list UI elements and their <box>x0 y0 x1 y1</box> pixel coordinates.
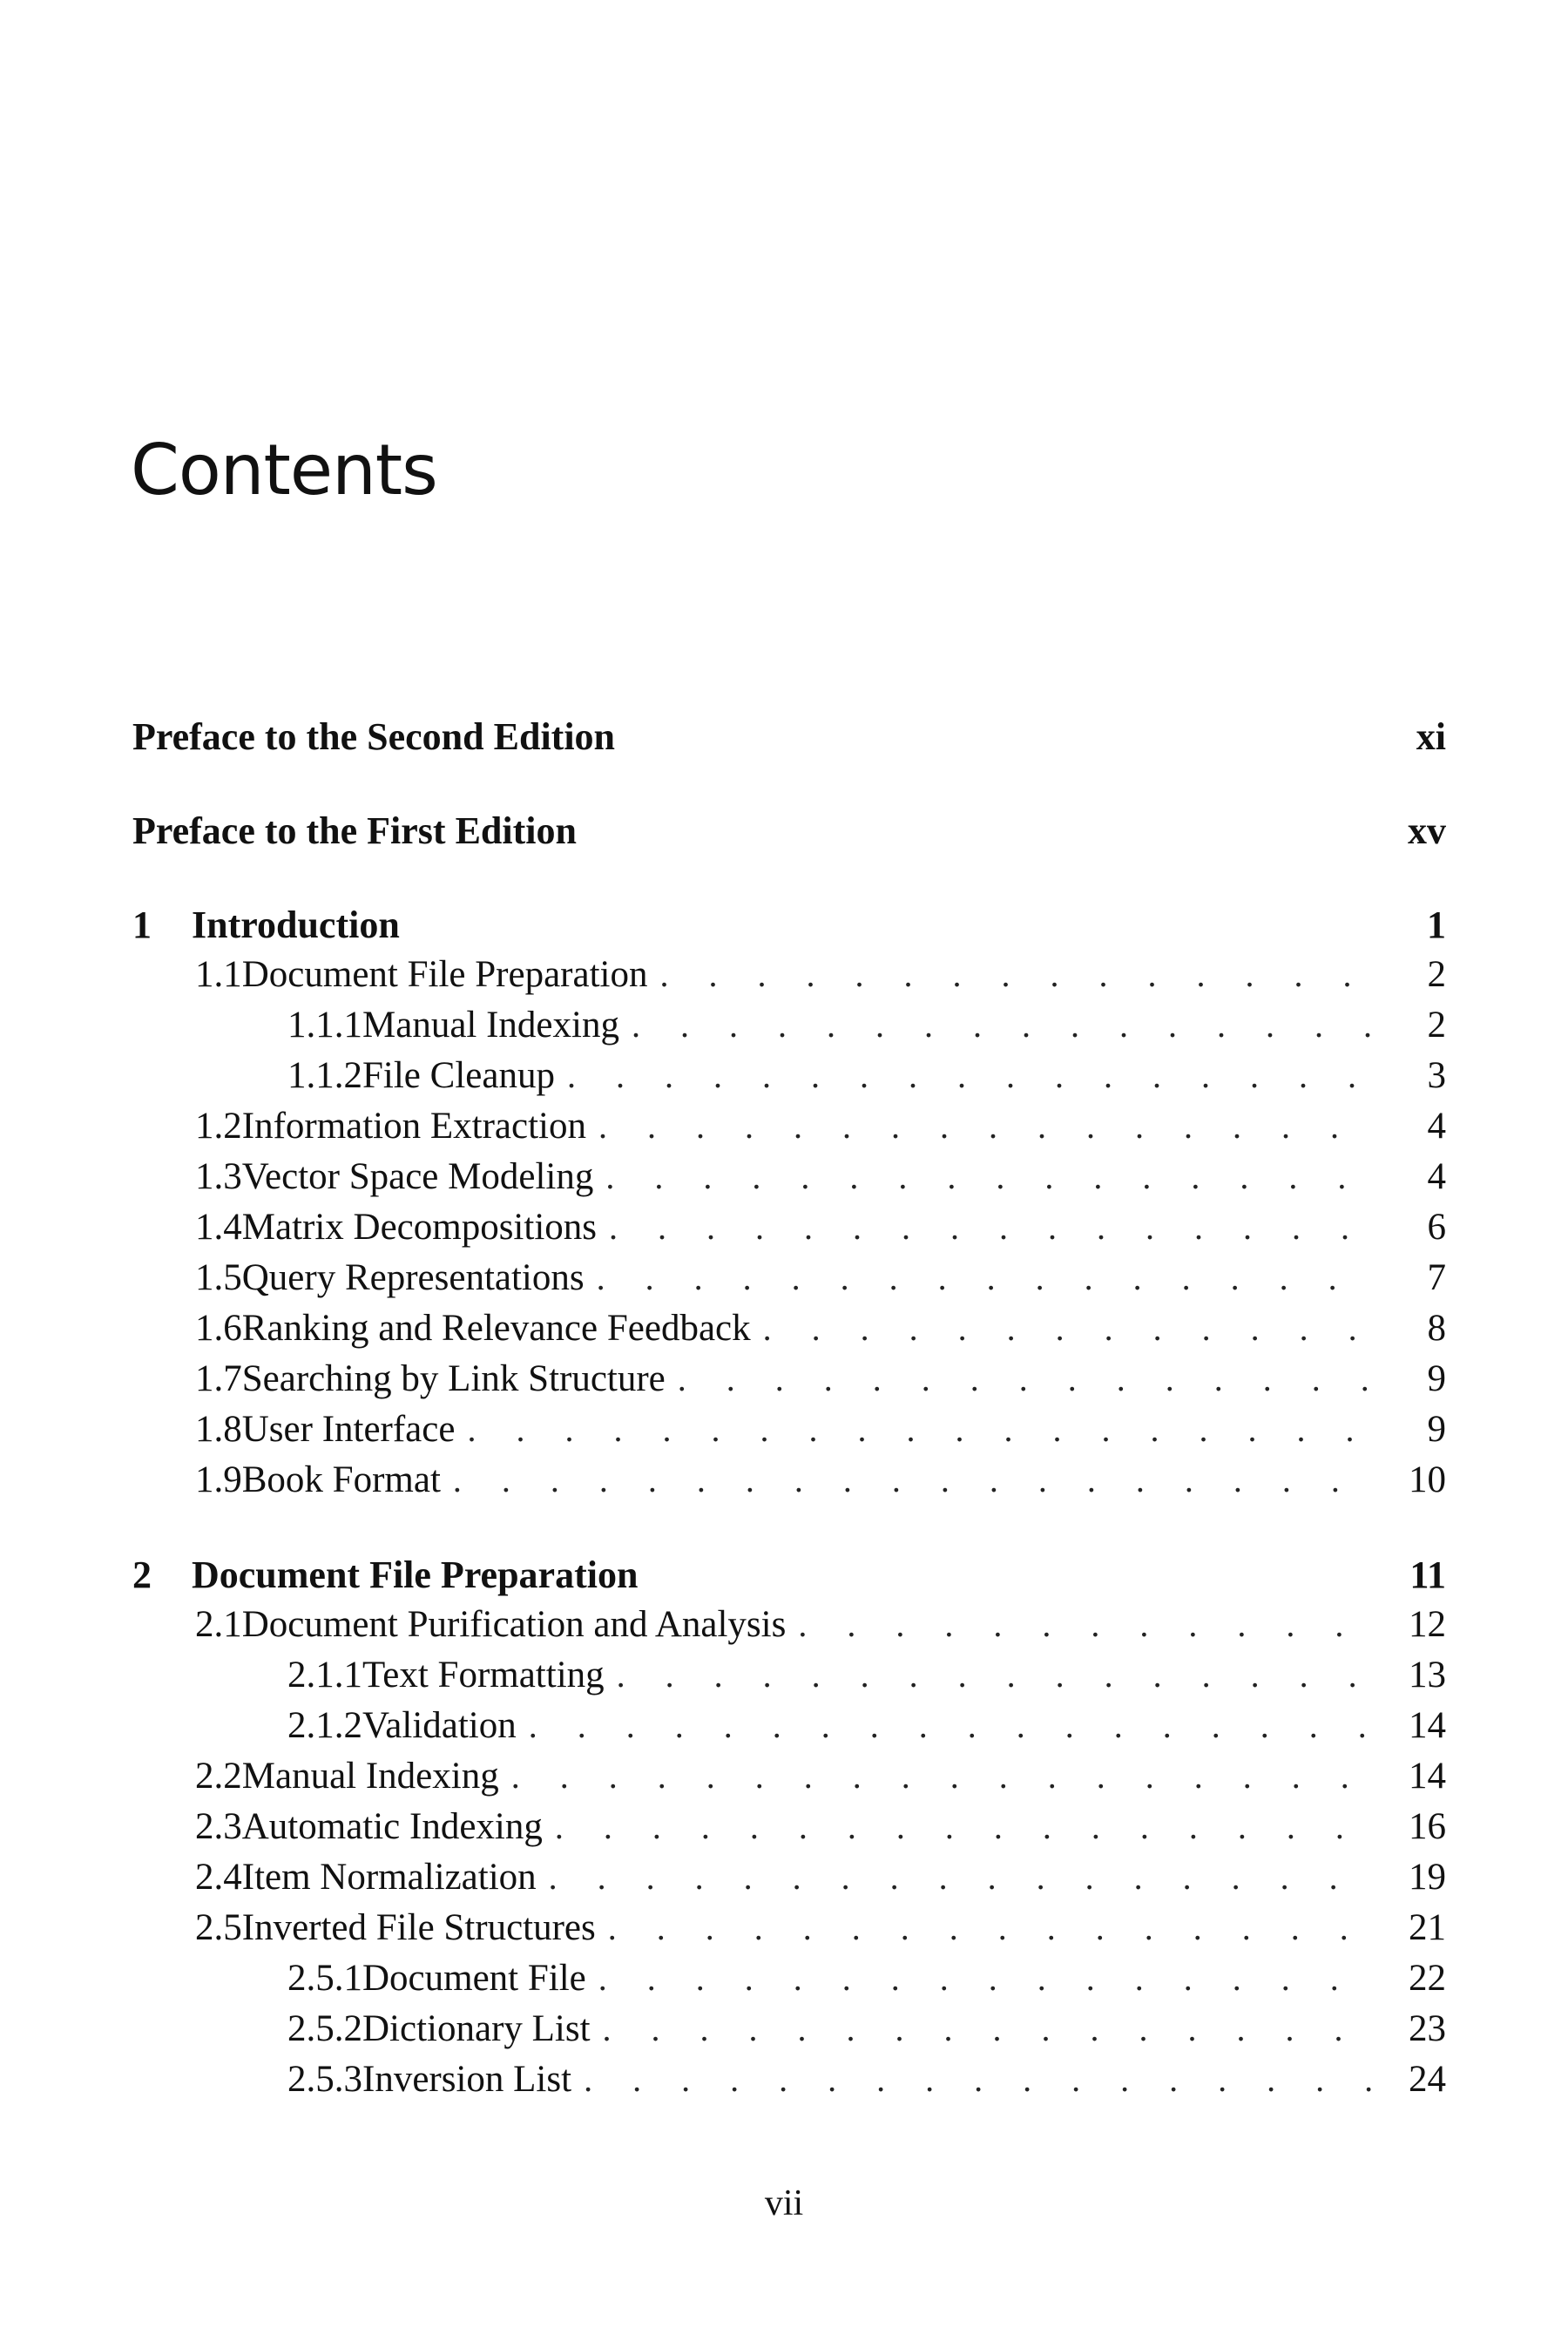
dot-leader <box>511 1756 1375 1797</box>
toc-entry-title: User Interface <box>242 1408 468 1451</box>
toc-entry[interactable] <box>132 1105 1446 1155</box>
section-number: 1.2 <box>195 1106 242 1147</box>
section-number: 2.2 <box>195 1756 242 1797</box>
toc-entry-title: Searching by Link Structure <box>242 1357 678 1400</box>
dot-leader <box>632 1005 1375 1046</box>
toc-entry[interactable] <box>132 1856 1446 1906</box>
toc-entry[interactable] <box>132 1755 1446 1805</box>
toc-entry-page: 22 <box>1409 1958 1446 1999</box>
dot-leader <box>555 1806 1375 1847</box>
toc-entry-title: Information Extraction <box>242 1105 598 1147</box>
dot-leader <box>603 2008 1375 2049</box>
toc-entry-page: 1 <box>1427 904 1446 946</box>
section-number: 1.4 <box>195 1207 242 1248</box>
toc-entry-title: Inverted File Structures <box>242 1906 608 1949</box>
toc-entry[interactable] <box>132 1004 1446 1054</box>
toc-entry-page: 12 <box>1409 1604 1446 1645</box>
toc-entry-page: 13 <box>1409 1655 1446 1696</box>
toc-entry-page: 9 <box>1427 1409 1446 1450</box>
toc-entry-title: Matrix Decompositions <box>242 1206 609 1249</box>
subsection-number: 2.1.2 <box>287 1705 362 1746</box>
dot-leader <box>549 1857 1375 1898</box>
toc-entry[interactable] <box>132 1704 1446 1755</box>
chapter-number: 2 <box>132 1553 152 1596</box>
chapter-number: 1 <box>132 904 152 946</box>
toc-entry[interactable] <box>132 1957 1446 2007</box>
dot-leader <box>584 2059 1375 2100</box>
toc-entry-title: Automatic Indexing <box>242 1805 555 1848</box>
toc-entry-title: Inversion List <box>362 2058 584 2101</box>
toc-entry[interactable] <box>132 714 1446 765</box>
toc-entry[interactable] <box>132 1459 1446 1509</box>
dot-leader <box>529 1705 1375 1746</box>
subsection-number: 2.1.1 <box>287 1655 362 1696</box>
toc-entry-title: Document File Preparation <box>192 1553 650 1597</box>
toc-entry[interactable] <box>132 953 1446 1004</box>
toc-entry[interactable] <box>132 1357 1446 1408</box>
toc-entry-page: 24 <box>1409 2059 1446 2100</box>
toc-entry-page: 14 <box>1409 1756 1446 1797</box>
dot-leader <box>467 1409 1375 1450</box>
toc-entry-title: Preface to the Second Edition <box>132 714 627 759</box>
toc-entry[interactable] <box>132 1256 1446 1307</box>
dot-leader <box>763 1308 1375 1349</box>
page-number: vii <box>764 2183 804 2224</box>
toc-entry-page: 23 <box>1409 2008 1446 2049</box>
toc-entry[interactable] <box>132 1805 1446 1856</box>
toc-entry[interactable] <box>132 1408 1446 1459</box>
toc-entry-title: Validation <box>362 1704 529 1747</box>
section-number: 2.5 <box>195 1907 242 1948</box>
toc-entry-title: Document File <box>362 1957 598 2000</box>
dot-leader <box>605 1156 1375 1197</box>
page-title: Contents <box>131 430 437 511</box>
toc-entry-page: 10 <box>1409 1459 1446 1500</box>
subsection-number: 2.5.1 <box>287 1958 362 1999</box>
toc-entry-page: 19 <box>1409 1857 1446 1898</box>
subsection-number: 2.5.3 <box>287 2059 362 2100</box>
toc-entry[interactable] <box>132 2058 1446 2108</box>
toc-entry[interactable] <box>132 1603 1446 1654</box>
toc-entry[interactable] <box>132 1553 1446 1603</box>
toc-entry-title: Book Format <box>242 1459 453 1501</box>
dot-leader <box>659 954 1375 995</box>
toc-entry[interactable] <box>132 903 1446 953</box>
section-number: 1.6 <box>195 1308 242 1349</box>
toc-entry-page: 14 <box>1409 1705 1446 1746</box>
toc-entry-page: 9 <box>1427 1358 1446 1399</box>
dot-leader <box>453 1459 1375 1500</box>
toc-entry-page: 16 <box>1409 1806 1446 1847</box>
toc-entry-title: Dictionary List <box>362 2007 603 2050</box>
section-number: 1.7 <box>195 1358 242 1399</box>
dot-leader <box>598 1958 1375 1999</box>
toc-entry[interactable] <box>132 1906 1446 1957</box>
dot-leader <box>608 1907 1375 1948</box>
toc-entry-title: Document File Preparation <box>242 953 660 996</box>
toc-entry-title: File Cleanup <box>362 1054 567 1097</box>
dot-leader <box>617 1655 1375 1696</box>
toc-entry-title: Manual Indexing <box>362 1004 632 1046</box>
toc-entry-page: 11 <box>1409 1553 1446 1596</box>
toc-entry-title: Introduction <box>192 903 412 947</box>
toc-entry[interactable] <box>132 1155 1446 1206</box>
toc-entry[interactable] <box>132 1054 1446 1105</box>
toc-entry[interactable] <box>132 2007 1446 2058</box>
toc-entry-page: 21 <box>1409 1907 1446 1948</box>
toc-entry[interactable] <box>132 1307 1446 1357</box>
section-number: 1.8 <box>195 1409 242 1450</box>
section-number: 1.3 <box>195 1156 242 1197</box>
dot-leader <box>609 1207 1375 1248</box>
dot-leader <box>678 1358 1375 1399</box>
section-number: 2.4 <box>195 1857 242 1898</box>
toc-entry-page: 2 <box>1427 1005 1446 1046</box>
dot-leader <box>567 1055 1375 1096</box>
section-number: 1.9 <box>195 1459 242 1500</box>
toc-entry[interactable] <box>132 1206 1446 1256</box>
toc-entry-title: Document Purification and Analysis <box>242 1603 799 1646</box>
dot-leader <box>598 1106 1375 1147</box>
toc-entry-page: 4 <box>1427 1156 1446 1197</box>
subsection-number: 2.5.2 <box>287 2008 362 2049</box>
toc-entry-page: 7 <box>1427 1257 1446 1298</box>
dot-leader <box>798 1604 1375 1645</box>
table-of-contents <box>132 714 1446 2108</box>
section-number: 1.5 <box>195 1257 242 1298</box>
toc-entry-title: Vector Space Modeling <box>242 1155 606 1198</box>
toc-entry-page: 2 <box>1427 954 1446 995</box>
toc-entry-page: 8 <box>1427 1308 1446 1349</box>
section-number: 2.3 <box>195 1806 242 1847</box>
toc-entry-title: Query Representations <box>242 1256 597 1299</box>
toc-entry-page: xi <box>1416 715 1446 758</box>
toc-entry-page: 3 <box>1427 1055 1446 1096</box>
toc-entry-title: Manual Indexing <box>242 1755 511 1797</box>
section-number: 1.1 <box>195 954 242 995</box>
toc-entry[interactable] <box>132 809 1446 859</box>
toc-entry-page: 6 <box>1427 1207 1446 1248</box>
dot-leader <box>597 1257 1375 1298</box>
toc-entry-title: Item Normalization <box>242 1856 549 1899</box>
subsection-number: 1.1.1 <box>287 1005 362 1046</box>
subsection-number: 1.1.2 <box>287 1055 362 1096</box>
toc-entry-title: Text Formatting <box>362 1654 617 1696</box>
toc-entry-page: xv <box>1408 809 1446 852</box>
toc-entry-title: Ranking and Relevance Feedback <box>242 1307 763 1350</box>
section-number: 2.1 <box>195 1604 242 1645</box>
toc-entry[interactable] <box>132 1654 1446 1704</box>
toc-entry-page: 4 <box>1427 1106 1446 1147</box>
toc-entry-title: Preface to the First Edition <box>132 809 589 853</box>
